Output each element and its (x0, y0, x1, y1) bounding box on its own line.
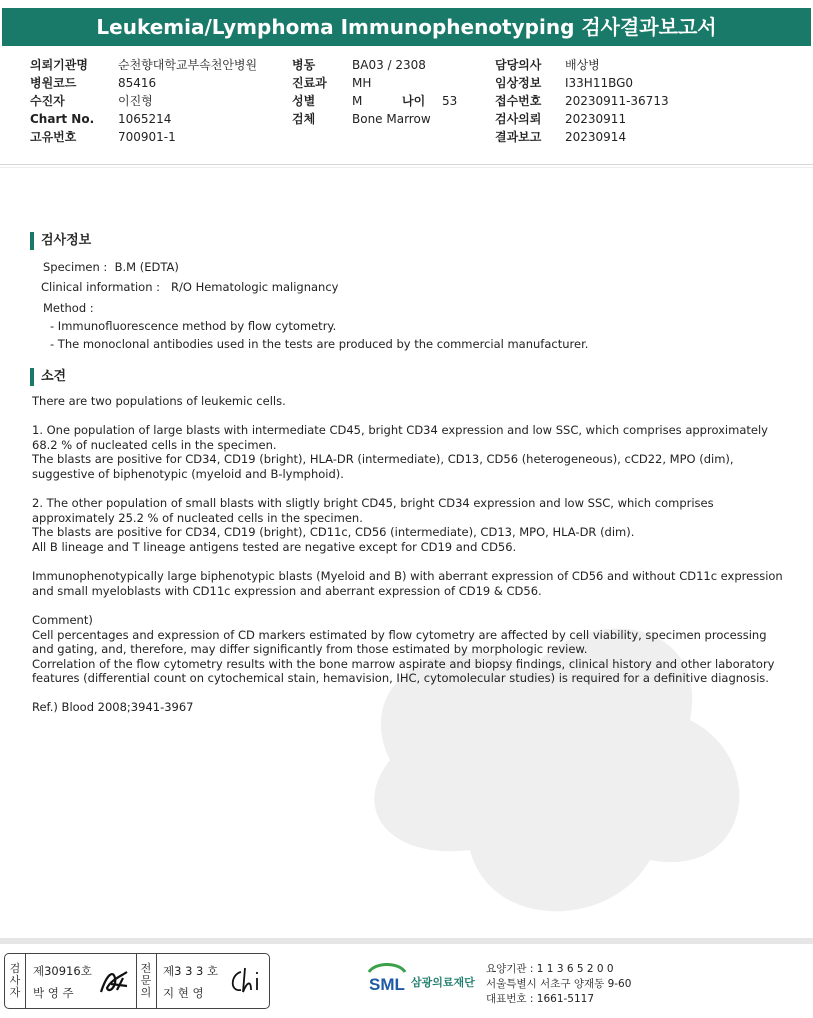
hdr-label-physician: 담당의사 (495, 58, 542, 72)
hdr-value-request-date: 20230911 (565, 112, 627, 126)
hdr-value-unique-no: 700901-1 (118, 130, 176, 144)
hdr-value-department: MH (352, 76, 372, 90)
hdr-label-chart-no: Chart No. (30, 112, 95, 126)
hdr-value-physician: 배상병 (565, 58, 600, 72)
hdr-value-clinical-info: I33H11BG0 (565, 76, 634, 90)
header-divider-shadow (0, 167, 813, 168)
findings-body (32, 394, 792, 715)
hdr-label-unique-no: 고유번호 (30, 130, 77, 144)
org-name: 삼광의료재단 (411, 976, 475, 989)
hdr-label-specimen: 검체 (292, 112, 316, 126)
hdr-label-request-date: 검사의뢰 (495, 112, 542, 126)
findings-paragraph-comment: Comment) Cell percentages and expression of CD markers estimated by flow cytometry are affected by cell viability, specimen processing and gating, and, therefore, may differ significantly from those estimated by morphologic review. Correlation of the flow cytometry results with the bone marrow aspirate and biopsy findings, clinical history and other laboratory features (differential count on cytochemical stain, hemavision, IHC, cytomolecular studies) is required for a definitive diagnosis. (32, 612, 775, 686)
signature-box (4, 953, 270, 1009)
hdr-value-sex: M (352, 94, 363, 108)
footer-address: 서울특별시 서초구 양재동 9-60 (486, 978, 632, 990)
hdr-label-patient: 수진자 (30, 94, 65, 108)
section-heading-test-info: 검사정보 (30, 232, 91, 250)
findings-paragraph-population-2: 2. The other population of small blasts with sligtly bright CD45, bright CD34 expression and low SSC, which comprises approximately 25.2 % of nucleated cells in the specimen. The blasts are positive for CD34, CD19 (bright), CD11c, CD56 (intermediate), CD13, MPO, HLA-DR (dim). All B lineage and T lineage antigens tested are negative except for CD19 and CD56. (32, 496, 714, 554)
header-col-2 (292, 56, 457, 128)
findings-paragraph-intro: There are two populations of leukemic cells. (32, 394, 286, 408)
hdr-value-age: 53 (442, 94, 458, 108)
findings-paragraph-summary: Immunophenotypically large biphenotypic blasts (Myeloid and B) with aberrant expression of CD56 and without CD11c expression and small myeloblasts with CD11c expression and aberrant expression of CD19 & CD56. (32, 569, 783, 598)
sml-logo-icon (365, 960, 409, 994)
header-divider (0, 164, 813, 165)
hdr-value-receipt-no: 20230911-36713 (565, 94, 669, 108)
specimen-line: Specimen : B.M (EDTA) (43, 260, 179, 274)
tester-vertical-label: 검 사 자 (9, 962, 21, 999)
method-item-1: - Immunofluorescence method by flow cytometry. (50, 319, 337, 333)
hdr-value-ward: BA03 / 2308 (352, 58, 426, 72)
footer-phone: 대표번호 : 1661-5117 (486, 993, 595, 1005)
clinical-info-line: Clinical information : R/O Hematologic malignancy (41, 280, 339, 294)
hdr-value-chart-no: 1065214 (118, 112, 172, 126)
method-item-2: - The monoclonal antibodies used in the tests are produced by the commercial manufacturer. (50, 337, 589, 351)
doctor-vertical-label: 전 문 의 (140, 962, 152, 999)
report-title: Leukemia/Lymphoma Immunophenotyping 검사결과보고서 (2, 8, 811, 46)
hdr-label-sex: 성별 (292, 94, 316, 108)
method-label: Method : (43, 301, 94, 315)
hdr-label-hospital-code: 병원코드 (30, 76, 77, 90)
signature-divider-3 (156, 954, 157, 1008)
doctor-license-no: 제3 3 3 호 (163, 964, 219, 978)
header-col-1 (30, 56, 257, 146)
hdr-label-report-date: 결과보고 (495, 130, 542, 144)
tester-license-no: 제30916호 (33, 964, 92, 978)
sml-logo-text: SML (369, 975, 405, 994)
hdr-label-age: 나이 (402, 94, 426, 108)
hdr-value-hospital-code: 85416 (118, 76, 157, 90)
hdr-label-ward: 병동 (292, 58, 316, 72)
top-border (0, 0, 813, 5)
section-heading-findings: 소견 (30, 368, 66, 386)
hdr-value-specimen: Bone Marrow (352, 112, 431, 126)
findings-paragraph-population-1: 1. One population of large blasts with intermediate CD45, bright CD34 expression and low SSC, which comprises approximately 68.2 % of nucleated cells in the specimen. The blasts are positive for CD34, CD19 (bright), HLA-DR (intermediate), CD13, CD56 (heterogeneous), cCD22, MPO (dim), suggestive of biphenotypic (myeloid and B-lymphoid). (32, 423, 768, 481)
hdr-label-institution: 의뢰기관명 (30, 58, 88, 72)
hdr-value-report-date: 20230914 (565, 130, 627, 144)
hdr-value-patient: 이진형 (118, 94, 153, 108)
signature-divider-1 (25, 954, 26, 1008)
footer-band (0, 938, 813, 944)
doctor-name: 지 현 영 (163, 986, 204, 1000)
footer-institution-no: 요양기관 : 1 1 3 6 5 2 0 0 (486, 963, 614, 975)
hdr-label-department: 진료과 (292, 76, 327, 90)
hdr-label-clinical-info: 임상정보 (495, 76, 542, 90)
findings-reference: Ref.) Blood 2008;3941-3967 (32, 700, 194, 715)
doctor-signature-icon (227, 966, 265, 998)
header-col-3 (495, 56, 669, 146)
signature-divider-2 (136, 954, 137, 1008)
hdr-label-receipt-no: 접수번호 (495, 94, 542, 108)
hdr-value-institution: 순천향대학교부속천안병원 (118, 58, 258, 72)
tester-signature-icon (97, 964, 133, 1000)
tester-name: 박 영 주 (33, 986, 74, 1000)
